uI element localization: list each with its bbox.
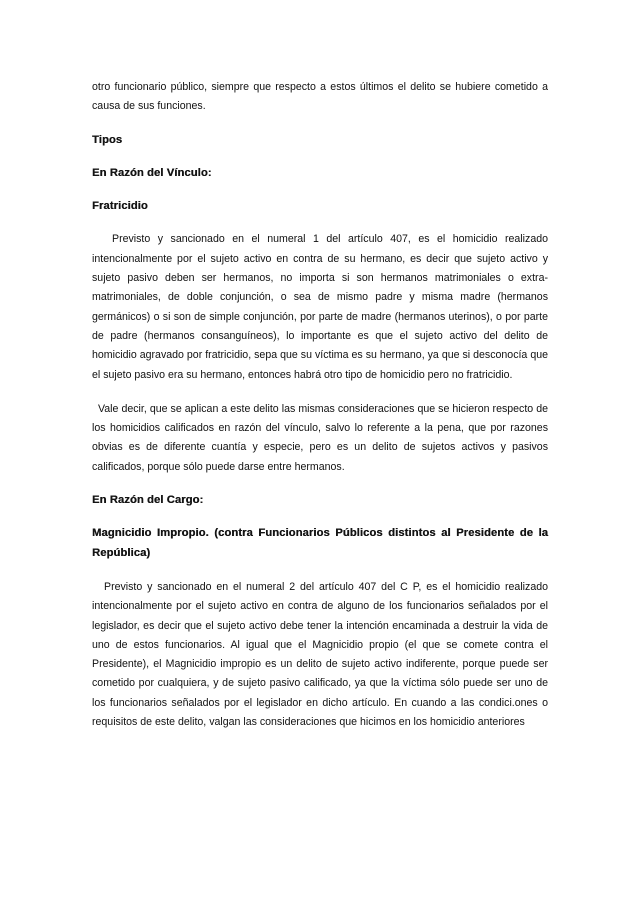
intro-paragraph: otro funcionario público, siempre que respecto a estos últimos el delito se hubiere cometido a causa de sus funciones. — [92, 81, 548, 113]
heading-razon-cargo: En Razón del Cargo: — [92, 494, 204, 507]
fratricidio-paragraph-2: Vale decir, que se aplican a este delito las mismas consideraciones que se hicieron respecto de los homicidios calificados en razón del vínculo, salvo lo referente a la pena, que por razones obvias es de diferente cuantía y especie, pero es un delito de sujetos activos y pasivos calificados, porque sólo puede darse entre hermanos. — [92, 402, 548, 473]
heading-razon-vinculo: En Razón del Vínculo: — [92, 166, 212, 179]
heading-tipos: Tipos — [92, 133, 123, 146]
heading-magnicidio-impropio: Magnicidio Impropio. (contra Funcionarios Públicos distintos al Presidente de la República) — [92, 527, 548, 559]
fratricidio-paragraph-1: Previsto y sancionado en el numeral 1 del artículo 407, es el homicidio realizado intencionalmente por el sujeto activo en contra de su hermano, es decir que sujeto activo y sujeto pasivo deben ser hermanos, no importa si son hermanos matrimoniales o extra-matrimoniales, de doble conjunción, o sea de mismo padre y misma madre (hermanos germánicos) o si son de simple conjunción, por parte de madre (hermanos uterinos), o por parte de padre (hermanos consanguíneos), lo importante es que el sujeto activo del delito de homicidio agravado por fratricidio, sepa que su víctima es su hermano, ya que si desconocía que el sujeto pasivo era su hermano, entonces habrá otro tipo de homicidio pero no fratricidio. — [92, 233, 548, 381]
magnicidio-paragraph: Previsto y sancionado en el numeral 2 del artículo 407 del C P, es el homicidio realizado intencionalmente por el sujeto activo en contra de alguno de los funcionarios señalados por el legislador, es decir que el sujeto activo debe tener la intención encaminada a destruir la vida de uno de estos funcionarios. Al igual que el Magnicidio propio (el que se comete contra el Presidente), el Magnicidio impropio es un delito de sujeto activo indiferente, porque puede ser cometido por cualquiera, y de sujeto pasivo calificado, ya que la víctima sólo puede ser uno de los funcionarios señalados por el legislador en dicho artículo. En cuando a las condici.ones o requisitos de este delito, valgan las consideraciones que hicimos en los homicidio anteriores — [92, 580, 548, 729]
heading-fratricidio: Fratricidio — [92, 200, 148, 213]
document-page — [92, 78, 548, 732]
